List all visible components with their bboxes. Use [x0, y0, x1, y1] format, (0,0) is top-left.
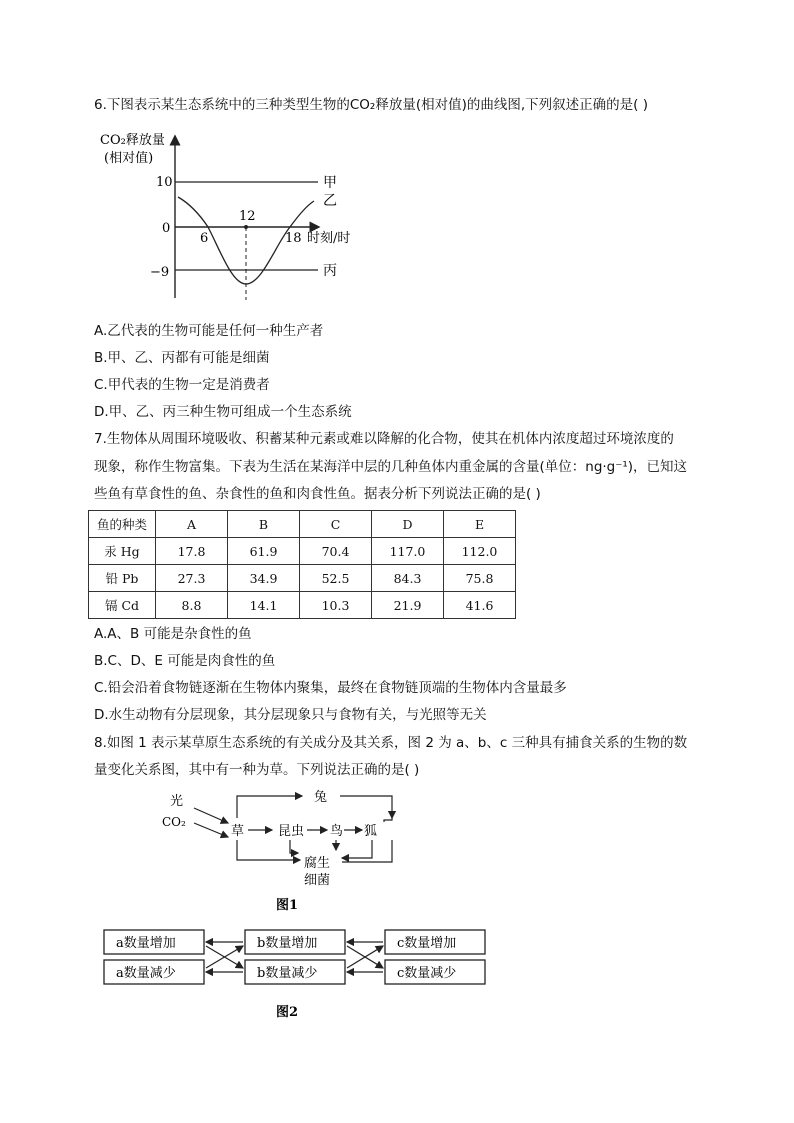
table-cell: 84.3 [372, 565, 444, 592]
table-row [89, 592, 516, 619]
q7-stem-line-3: 些鱼有草食性的鱼、杂食性的鱼和肉食性鱼。据表分析下列说法正确的是( ) [94, 486, 541, 502]
fig1-bird: 鸟 [330, 824, 344, 839]
fig2-c-up: c数量增加 [397, 936, 457, 951]
population-arrows [206, 942, 383, 972]
q7-stem-line-2: 现象，称作生物富集。下表为生活在某海洋中层的几种鱼体内重金属的含量(单位：ng·g⁻¹)，已知这 [94, 459, 688, 475]
table-cell: 52.5 [300, 565, 372, 592]
fig1-caption: 图1 [276, 898, 299, 913]
table-header-cell: 鱼的种类 [89, 511, 156, 538]
y-tick-10: 10 [156, 175, 173, 190]
table-cell: 14.1 [228, 592, 300, 619]
fig2-caption: 图2 [276, 1005, 299, 1020]
table-header-cell: A [156, 511, 228, 538]
table-cell: 17.8 [156, 538, 228, 565]
fig1-light: 光 [170, 794, 184, 809]
q6-option-d: D.甲、乙、丙三种生物可组成一个生态系统 [94, 404, 352, 420]
fig1-rabbit: 兔 [314, 790, 328, 805]
table-header-cell: D [372, 511, 444, 538]
q7-option-c: C.铅会沿着食物链逐渐在生物体内聚集，最终在食物链顶端的生物体内含量最多 [94, 680, 567, 696]
fig2-b-up: b数量增加 [257, 936, 318, 951]
fig2-a-up: a数量增加 [116, 936, 176, 951]
table-cell: 27.3 [156, 565, 228, 592]
fig1-decomposer-2: 细菌 [304, 873, 331, 888]
fig1-fox: 狐 [364, 824, 378, 839]
table-cell: 70.4 [300, 538, 372, 565]
x-label: 时刻/时 [307, 231, 351, 246]
y-tick-0: 0 [162, 221, 171, 236]
q7-option-a: A.A、B 可能是杂食性的鱼 [94, 626, 252, 642]
fig1-decomposer-1: 腐生 [304, 856, 331, 871]
fig2-b-down: b数量减少 [257, 966, 318, 981]
series-label-jia: 甲 [323, 175, 337, 191]
table-cell: 汞 Hg [89, 538, 156, 565]
series-label-bing: 丙 [323, 263, 337, 279]
table-cell: 铅 Pb [89, 565, 156, 592]
q6-option-a: A.乙代表的生物可能是任何一种生产者 [94, 323, 324, 339]
series-label-yi: 乙 [323, 193, 337, 209]
table-cell: 41.6 [444, 592, 516, 619]
x-tick-18: 18 [285, 231, 302, 246]
q6-stem: 6.下图表示某生态系统中的三种类型生物的CO₂释放量(相对值)的曲线图,下列叙述正确的是( ) [94, 97, 648, 113]
fig1-insect: 昆虫 [278, 824, 305, 839]
table-header-cell: E [444, 511, 516, 538]
q7-option-d: D.水生动物有分层现象，其分层现象只与食物有关，与光照等无关 [94, 707, 487, 723]
table-cell: 8.8 [156, 592, 228, 619]
fig2-a-down: a数量减少 [116, 966, 176, 981]
table-cell: 112.0 [444, 538, 516, 565]
table-cell: 10.3 [300, 592, 372, 619]
heavy-metal-table [88, 510, 516, 619]
y-tick-neg9: −9 [150, 265, 170, 280]
table-header-cell: C [300, 511, 372, 538]
table-header-row [89, 511, 516, 538]
series-yi-curve [178, 197, 314, 284]
fig1-co2: CO₂ [162, 815, 186, 829]
population-figure [104, 930, 485, 984]
table-cell: 117.0 [372, 538, 444, 565]
q8-stem-line-2: 量变化关系图，其中有一种为草。下列说法正确的是( ) [94, 762, 420, 778]
q7-stem-line-1: 7.生物体从周围环境吸收、积蓄某种元素或难以降解的化合物，使其在机体内浓度超过环境浓度的 [94, 431, 674, 447]
q6-option-b: B.甲、乙、丙都有可能是细菌 [94, 350, 270, 366]
table-cell: 61.9 [228, 538, 300, 565]
table-cell: 75.8 [444, 565, 516, 592]
q7-option-b: B.C、D、E 可能是肉食性的鱼 [94, 653, 276, 669]
q6-option-c: C.甲代表的生物一定是消费者 [94, 377, 270, 393]
table-cell: 镉 Cd [89, 592, 156, 619]
table-row [89, 565, 516, 592]
fig2-c-down: c数量减少 [397, 966, 457, 981]
table-header-cell: B [228, 511, 300, 538]
y-label-2: (相对值) [104, 151, 154, 166]
point-12 [244, 225, 248, 229]
table-cell: 34.9 [228, 565, 300, 592]
x-tick-6: 6 [200, 231, 209, 246]
table-row [89, 538, 516, 565]
y-label-1: CO₂释放量 [100, 133, 165, 148]
q8-stem-line-1: 8.如图 1 表示某草原生态系统的有关成分及其关系，图 2 为 a、b、c 三种具有捕食关系的生物的数 [94, 735, 688, 751]
x-tick-12: 12 [239, 209, 256, 224]
fig1-grass: 草 [231, 824, 245, 839]
food-web-figure [194, 796, 392, 862]
table-cell: 21.9 [372, 592, 444, 619]
